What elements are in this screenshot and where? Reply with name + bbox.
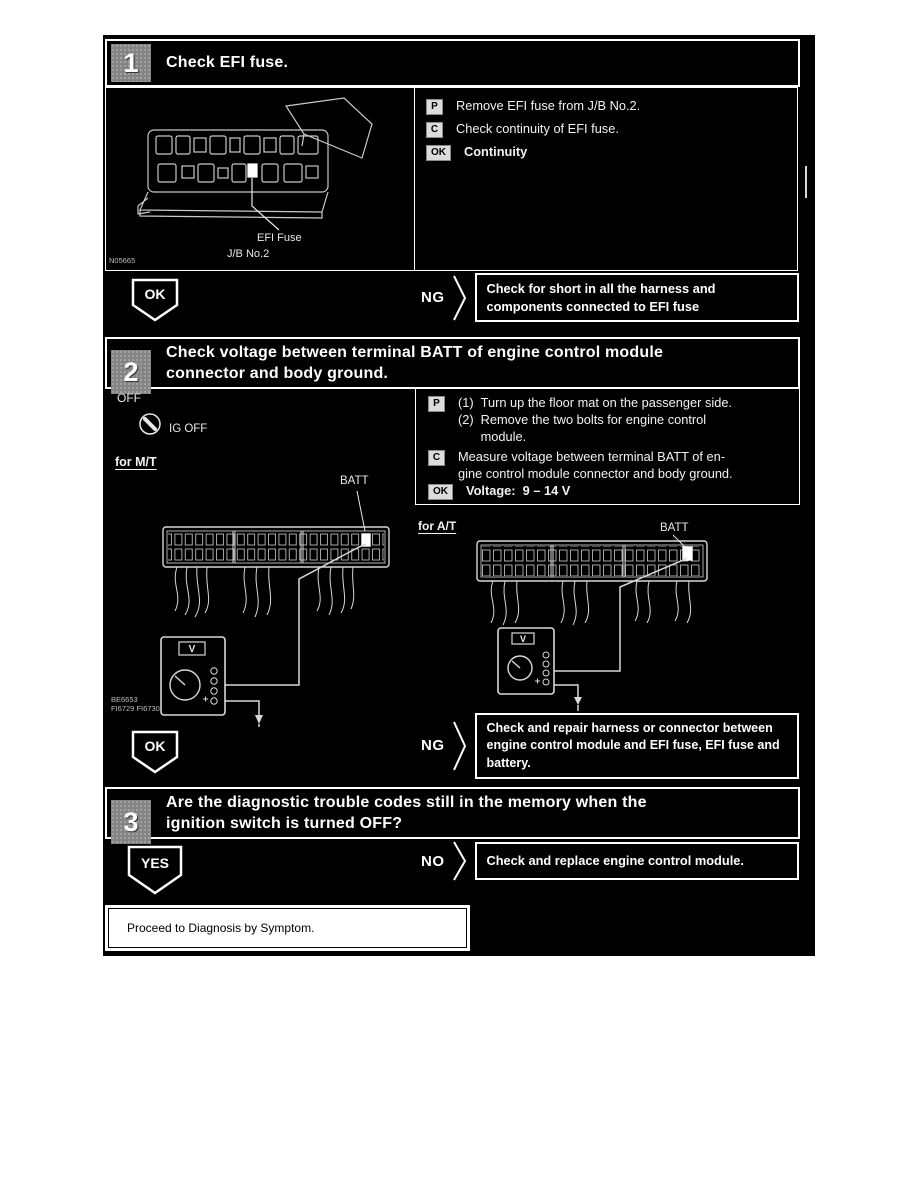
footer-note-box	[105, 905, 470, 951]
for-mt-label: for M/T	[115, 455, 157, 469]
step1-prep-text: Remove EFI fuse from J/B No.2.	[456, 98, 641, 113]
step2-title-line2: connector and body ground.	[166, 365, 389, 382]
step1-title: Check EFI fuse.	[166, 54, 289, 72]
ig-off-label: IG OFF	[169, 423, 208, 435]
ecm-connector-mt-illustration	[111, 487, 411, 727]
step2-ng-label: NG	[421, 737, 445, 755]
step3-title	[166, 792, 647, 834]
manual-page-panel	[103, 35, 815, 956]
step2-ok-row	[428, 483, 570, 500]
step1-check-row	[426, 121, 619, 138]
step2-ok-label: OK	[144, 738, 166, 754]
step2-check-text: Measure voltage between terminal BATT of en- gine control module connector and body ground.	[458, 449, 733, 481]
ok-judgement-icon: OK	[428, 484, 453, 500]
step2-number-tile: 2	[111, 350, 151, 394]
jb-no2-label: J/B No.2	[227, 248, 270, 260]
footer-note-text: Proceed to Diagnosis by Symptom.	[127, 921, 315, 935]
step3-yes-pentagon	[127, 845, 183, 895]
step2-ng-box: Check and repair harness or connector between engine control module and EFI fuse, EFI fuse and battery.	[475, 713, 799, 779]
step1-ng-label: NG	[421, 289, 445, 307]
step2-check-row	[428, 449, 733, 483]
step1-ok-text: Continuity	[464, 144, 528, 159]
step1-prep-row	[426, 98, 640, 115]
step2-prep-item2: (2) Remove the two bolts for engine control module.	[458, 411, 707, 444]
step3-title-line1: Are the diagnostic trouble codes still in the memory when the	[166, 793, 647, 811]
voltmeter-v-label-at: V	[519, 634, 527, 644]
step1-ok-label: OK	[144, 286, 166, 302]
step3-no-branch	[421, 840, 799, 882]
step1-ng-branch	[421, 273, 799, 322]
step3-title-line2: ignition switch is turned OFF?	[166, 815, 403, 832]
step1-header	[105, 39, 800, 87]
step3-yes-label: YES	[140, 855, 170, 871]
step2-ok-pentagon	[131, 730, 179, 774]
no-arrow-icon	[452, 840, 468, 882]
step2-title	[166, 342, 663, 384]
figure-code-step1: N05665	[109, 256, 136, 265]
step1-ng-box: Check for short in all the harness and components connected to EFI fuse	[475, 273, 799, 322]
step1-cell-divider	[414, 88, 415, 270]
step2-ok-text: Voltage: 9 – 14 V	[466, 483, 571, 498]
figure-code-step2: BE6653 FI6729 FI6730	[111, 695, 160, 714]
check-icon: C	[426, 122, 443, 138]
step1-check-text: Check continuity of EFI fuse.	[456, 121, 619, 136]
step1-number-tile: 1	[111, 44, 151, 82]
efi-fuse-label: EFI Fuse	[257, 232, 302, 244]
page-edge-mark	[805, 166, 807, 198]
step1-content-box	[105, 87, 798, 271]
step3-no-box: Check and replace engine control module.	[475, 842, 799, 880]
ecm-connector-at-illustration	[415, 533, 798, 713]
ng-arrow-icon	[452, 274, 468, 322]
step2-ng-branch	[421, 713, 799, 779]
prep-icon: P	[426, 99, 443, 115]
fuse-box-illustration	[136, 94, 376, 234]
prep-icon: P	[428, 396, 445, 412]
step1-ok-row	[426, 144, 527, 161]
step2-header	[105, 337, 800, 389]
step1-ok-pentagon	[131, 278, 179, 322]
step2-title-line1: Check voltage between terminal BATT of engine control module	[166, 343, 664, 361]
ok-judgement-icon: OK	[426, 145, 451, 161]
step2-prep-row	[428, 395, 739, 446]
voltmeter-v-label-mt: V	[188, 644, 196, 655]
ng-arrow-icon	[452, 720, 468, 772]
step2-prep-item1: (1) Turn up the floor mat on the passenger side.	[458, 395, 732, 410]
step3-number-tile: 3	[111, 800, 151, 844]
batt-label-mt: BATT	[340, 475, 369, 487]
step3-no-label: NO	[421, 852, 445, 870]
ignition-key-icon	[136, 410, 164, 438]
batt-label-at: BATT	[660, 522, 689, 534]
step2-procedure-box	[415, 388, 800, 505]
step3-header	[105, 787, 800, 839]
ignition-off-label: OFF	[117, 391, 141, 405]
for-at-label: for A/T	[418, 519, 457, 533]
check-icon: C	[428, 450, 445, 466]
